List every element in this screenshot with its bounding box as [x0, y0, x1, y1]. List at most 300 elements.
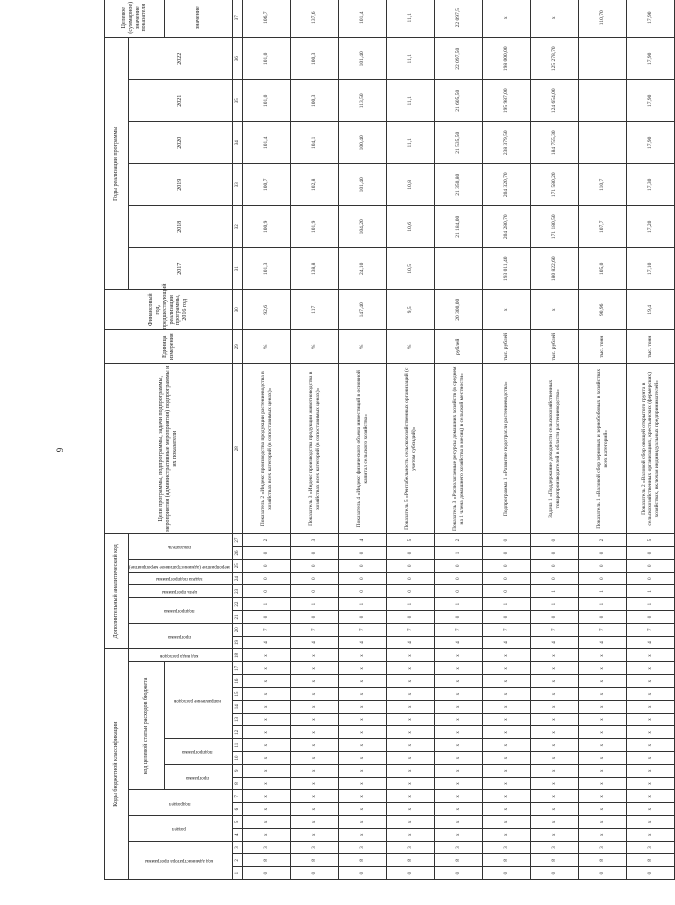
code-cell: x: [531, 790, 579, 803]
code-cell: 4: [531, 636, 579, 649]
code-cell: x: [387, 675, 435, 688]
code-cell: x: [435, 688, 483, 701]
code-cell: x: [243, 675, 291, 688]
code-cell: 0: [435, 572, 483, 585]
code-cell: x: [579, 713, 627, 726]
year-value: 171 180,50: [531, 206, 579, 248]
code-cell: x: [483, 764, 531, 777]
code-cell: x: [387, 790, 435, 803]
table-row: [435, 0, 483, 880]
code-cell: 4: [339, 534, 387, 547]
column-number: 14: [233, 700, 243, 713]
code-cell: 0: [243, 559, 291, 572]
code-cell: x: [339, 803, 387, 816]
indicator-name: Показатель 3 «Индекс производства продукции животноводства в хозяйствах всех категорий (в сопоставимых ценах)»: [291, 364, 339, 534]
code-cell: x: [627, 649, 675, 662]
code-cell: 1: [627, 598, 675, 611]
code-cell: x: [387, 803, 435, 816]
code-cell: 8: [339, 854, 387, 867]
code-cell: x: [339, 649, 387, 662]
code-cell: x: [339, 752, 387, 765]
code-cell: x: [627, 662, 675, 675]
code-cell: x: [531, 828, 579, 841]
code-cell: 4: [627, 636, 675, 649]
table-row: [243, 0, 291, 880]
code-cell: x: [243, 649, 291, 662]
year-value: 17,90: [627, 122, 675, 164]
code-cell: 2: [435, 534, 483, 547]
base-year-value: x: [531, 290, 579, 330]
column-number: 20: [233, 623, 243, 636]
code-cell: x: [339, 713, 387, 726]
code-cell: x: [483, 675, 531, 688]
column-number: 37: [233, 0, 243, 38]
code-cell: x: [387, 752, 435, 765]
code-cell: 8: [483, 854, 531, 867]
header-task: задача подпрограммы: [129, 572, 233, 585]
code-cell: 3: [243, 841, 291, 854]
column-number: 19: [233, 636, 243, 649]
year-value: 21 184,00: [435, 206, 483, 248]
code-cell: x: [435, 790, 483, 803]
code-cell: 0: [339, 559, 387, 572]
code-cell: x: [483, 752, 531, 765]
column-number: 24: [233, 572, 243, 585]
code-cell: 7: [339, 623, 387, 636]
year-value: 24,10: [339, 248, 387, 290]
code-cell: x: [339, 700, 387, 713]
code-cell: 0: [627, 559, 675, 572]
code-cell: 8: [291, 854, 339, 867]
code-cell: x: [387, 764, 435, 777]
year-value: 195 987,00: [483, 80, 531, 122]
indicator-name: Показатель 3 «Располагаемые ресурсы домашних хозяйств (в среднем на 1 члена домашнего хозяйства в месяц) в сельской местности»: [435, 364, 483, 534]
page-number: 9: [55, 447, 65, 453]
year-value: 17,90: [627, 80, 675, 122]
code-cell: x: [531, 816, 579, 829]
year-value: 11,1: [387, 122, 435, 164]
base-year-value: 147,40: [339, 290, 387, 330]
header-program-a: программа: [129, 623, 233, 649]
code-cell: 0: [483, 867, 531, 880]
code-cell: x: [435, 803, 483, 816]
code-cell: 3: [291, 534, 339, 547]
code-cell: x: [579, 739, 627, 752]
code-cell: x: [435, 649, 483, 662]
code-cell: 1: [579, 585, 627, 598]
code-cell: 0: [387, 585, 435, 598]
code-cell: 4: [243, 636, 291, 649]
code-cell: 0: [435, 585, 483, 598]
code-cell: x: [435, 675, 483, 688]
code-cell: 0: [483, 559, 531, 572]
code-cell: x: [243, 688, 291, 701]
code-cell: x: [627, 713, 675, 726]
header-kcsr-program: программа: [165, 764, 233, 790]
code-cell: x: [531, 764, 579, 777]
code-cell: x: [387, 713, 435, 726]
code-cell: x: [627, 764, 675, 777]
code-cell: 0: [291, 559, 339, 572]
column-number: 15: [233, 688, 243, 701]
code-cell: x: [291, 726, 339, 739]
column-number: 13: [233, 713, 243, 726]
year-value: [579, 122, 627, 164]
code-cell: x: [579, 752, 627, 765]
code-cell: 4: [387, 636, 435, 649]
header-unit: Единица измерения: [105, 330, 233, 364]
code-cell: x: [435, 828, 483, 841]
code-cell: 0: [387, 572, 435, 585]
column-number: 11: [233, 739, 243, 752]
final-value: 106,7: [243, 0, 291, 38]
column-number: 4: [233, 828, 243, 841]
code-cell: x: [579, 790, 627, 803]
code-cell: x: [291, 713, 339, 726]
base-year-value: 92,6: [243, 290, 291, 330]
header-year-2022: 2022: [129, 38, 233, 80]
code-cell: x: [483, 662, 531, 675]
code-cell: 0: [531, 559, 579, 572]
code-cell: x: [579, 700, 627, 713]
code-cell: x: [291, 803, 339, 816]
code-cell: x: [339, 777, 387, 790]
code-cell: x: [435, 816, 483, 829]
code-cell: x: [483, 700, 531, 713]
code-cell: x: [531, 739, 579, 752]
final-value: 101,4: [339, 0, 387, 38]
code-cell: 8: [531, 854, 579, 867]
code-cell: x: [339, 662, 387, 675]
year-value: 110,7: [579, 164, 627, 206]
year-value: 17,10: [627, 248, 675, 290]
code-cell: x: [339, 790, 387, 803]
table-row: [579, 0, 627, 880]
code-cell: 1: [339, 598, 387, 611]
code-cell: 0: [387, 559, 435, 572]
unit-cell: %: [339, 330, 387, 364]
year-value: 10,8: [387, 164, 435, 206]
code-cell: x: [483, 713, 531, 726]
code-cell: 0: [483, 572, 531, 585]
table-row: [339, 0, 387, 880]
table-row: [483, 0, 531, 880]
unit-cell: %: [387, 330, 435, 364]
code-cell: 5: [387, 534, 435, 547]
code-cell: x: [531, 700, 579, 713]
year-value: 22 097,50: [435, 38, 483, 80]
code-cell: 8: [435, 854, 483, 867]
header-year-2017: 2017: [129, 248, 233, 290]
column-number: 30: [233, 290, 243, 330]
column-number: 8: [233, 777, 243, 790]
column-number: 23: [233, 585, 243, 598]
code-cell: 3: [435, 841, 483, 854]
header-admin-code: код администратора программы: [129, 841, 233, 879]
column-number: 21: [233, 611, 243, 624]
column-number: 22: [233, 598, 243, 611]
code-cell: 7: [483, 623, 531, 636]
year-value: 100,7: [243, 164, 291, 206]
year-value: 17,30: [627, 164, 675, 206]
code-cell: x: [243, 739, 291, 752]
code-cell: x: [243, 662, 291, 675]
code-cell: x: [627, 688, 675, 701]
indicator-name: Показатель 4 «Индекс физического объема инвестиций в основной капитал сельского хозяйства»: [339, 364, 387, 534]
indicator-name: Подпрограмма 1 «Развитие подотрасли растениеводства»: [483, 364, 531, 534]
year-value: 100,9: [243, 206, 291, 248]
table-row: [387, 0, 435, 880]
code-cell: x: [579, 688, 627, 701]
code-cell: 0: [483, 611, 531, 624]
year-value: 125 278,70: [531, 38, 579, 80]
code-cell: x: [291, 700, 339, 713]
code-cell: x: [387, 649, 435, 662]
code-cell: x: [531, 662, 579, 675]
code-cell: 0: [339, 611, 387, 624]
year-value: 198 000,00: [483, 38, 531, 80]
code-cell: x: [291, 777, 339, 790]
rotated-table-wrapper: [104, 1, 660, 880]
code-cell: x: [387, 739, 435, 752]
year-value: 21 535,50: [435, 122, 483, 164]
code-cell: 0: [531, 547, 579, 560]
column-number: 34: [233, 122, 243, 164]
year-value: 184 755,30: [531, 122, 579, 164]
header-kcsr: код целевой статьи расходов бюджета: [129, 662, 165, 790]
header-final-sub: значение: [165, 0, 233, 38]
code-cell: x: [531, 726, 579, 739]
unit-cell: тыс. тонн: [579, 330, 627, 364]
code-cell: x: [291, 828, 339, 841]
code-cell: x: [627, 803, 675, 816]
column-number: 32: [233, 206, 243, 248]
code-cell: x: [627, 777, 675, 790]
code-cell: 0: [243, 867, 291, 880]
header-additional-code: Дополнительный аналитический код: [105, 534, 129, 649]
code-cell: x: [627, 700, 675, 713]
header-year-2018: 2018: [129, 206, 233, 248]
header-year-2019: 2019: [129, 164, 233, 206]
code-cell: x: [531, 675, 579, 688]
code-cell: x: [627, 816, 675, 829]
code-cell: 0: [243, 547, 291, 560]
unit-cell: тыс. тонн: [627, 330, 675, 364]
table-row: [291, 0, 339, 880]
code-cell: x: [579, 816, 627, 829]
code-cell: x: [435, 752, 483, 765]
code-cell: x: [339, 675, 387, 688]
code-cell: x: [243, 752, 291, 765]
code-cell: x: [483, 803, 531, 816]
base-year-value: x: [483, 290, 531, 330]
unit-cell: %: [243, 330, 291, 364]
code-cell: x: [531, 752, 579, 765]
header-final-value: Целевое (суммарное) значение показателя: [105, 0, 165, 38]
code-cell: x: [435, 777, 483, 790]
year-value: 107,7: [579, 206, 627, 248]
year-value: 100,3: [291, 80, 339, 122]
code-cell: 4: [579, 636, 627, 649]
header-razdel: раздел: [129, 816, 233, 842]
code-cell: x: [387, 816, 435, 829]
year-value: 138,8: [291, 248, 339, 290]
unit-cell: рублей: [435, 330, 483, 364]
final-value: x: [531, 0, 579, 38]
code-cell: x: [243, 700, 291, 713]
code-cell: x: [339, 828, 387, 841]
column-number: 16: [233, 675, 243, 688]
column-number: 27: [233, 534, 243, 547]
code-cell: 8: [579, 854, 627, 867]
code-cell: 0: [387, 867, 435, 880]
code-cell: x: [387, 700, 435, 713]
code-cell: 1: [579, 598, 627, 611]
column-number: 9: [233, 764, 243, 777]
code-cell: x: [387, 688, 435, 701]
code-cell: 1: [243, 598, 291, 611]
code-cell: 0: [627, 611, 675, 624]
code-cell: x: [243, 828, 291, 841]
code-cell: 0: [387, 611, 435, 624]
code-cell: x: [483, 816, 531, 829]
code-cell: 7: [627, 623, 675, 636]
code-cell: x: [579, 803, 627, 816]
code-cell: 2: [579, 534, 627, 547]
code-cell: x: [243, 803, 291, 816]
code-cell: x: [579, 777, 627, 790]
year-value: 101,40: [339, 164, 387, 206]
base-year-value: 90,96: [579, 290, 627, 330]
indicator-name: Показатель 1 «Валовой сбор зерновых и зернобобовых в хозяйствах всех категорий»: [579, 364, 627, 534]
code-cell: 1: [627, 585, 675, 598]
final-value: 110,70: [579, 0, 627, 38]
code-cell: x: [627, 752, 675, 765]
header-indicator: показатель: [129, 534, 233, 560]
code-cell: 4: [435, 636, 483, 649]
code-cell: 4: [483, 636, 531, 649]
code-cell: 3: [531, 841, 579, 854]
column-number: 12: [233, 726, 243, 739]
code-cell: 1: [435, 547, 483, 560]
code-cell: x: [435, 739, 483, 752]
column-number: 2: [233, 854, 243, 867]
code-cell: 0: [627, 867, 675, 880]
code-cell: 8: [627, 854, 675, 867]
code-cell: 3: [339, 841, 387, 854]
year-value: [579, 38, 627, 80]
year-value: 104,20: [339, 206, 387, 248]
header-podrazdel: подраздел: [129, 790, 233, 816]
column-number: 26: [233, 547, 243, 560]
year-value: 100,3: [291, 38, 339, 80]
code-cell: 0: [579, 547, 627, 560]
code-cell: 0: [339, 585, 387, 598]
base-year-value: 9,5: [387, 290, 435, 330]
code-cell: 0: [435, 611, 483, 624]
column-number: 1: [233, 867, 243, 880]
code-cell: x: [435, 700, 483, 713]
final-value: 22 097,5: [435, 0, 483, 38]
code-cell: x: [387, 662, 435, 675]
final-value: x: [483, 0, 531, 38]
code-cell: 0: [531, 534, 579, 547]
code-cell: x: [483, 649, 531, 662]
code-cell: x: [435, 726, 483, 739]
code-cell: x: [483, 726, 531, 739]
code-cell: 7: [291, 623, 339, 636]
code-cell: 1: [291, 598, 339, 611]
code-cell: x: [243, 726, 291, 739]
code-cell: x: [579, 764, 627, 777]
code-cell: 0: [579, 572, 627, 585]
code-cell: 7: [387, 623, 435, 636]
final-value: 17,90: [627, 0, 675, 38]
year-value: 10,6: [387, 206, 435, 248]
code-cell: x: [531, 649, 579, 662]
code-cell: x: [531, 777, 579, 790]
base-year-value: 117: [291, 290, 339, 330]
header-event: мероприятие (административное мероприятие): [129, 559, 233, 572]
code-cell: 1: [387, 598, 435, 611]
code-cell: x: [387, 777, 435, 790]
year-value: 193 011,40: [483, 248, 531, 290]
year-value: 124 654,00: [531, 80, 579, 122]
year-value: 11,1: [387, 80, 435, 122]
column-number-row: [233, 0, 243, 880]
column-number: 25: [233, 559, 243, 572]
year-value: 171 580,20: [531, 164, 579, 206]
final-value: 11,1: [387, 0, 435, 38]
year-value: 10,5: [387, 248, 435, 290]
code-cell: x: [339, 726, 387, 739]
code-cell: x: [291, 739, 339, 752]
column-number: 35: [233, 80, 243, 122]
code-cell: x: [627, 739, 675, 752]
header-year-2020: 2020: [129, 122, 233, 164]
code-cell: x: [483, 777, 531, 790]
column-number: 17: [233, 662, 243, 675]
code-cell: x: [291, 688, 339, 701]
code-cell: x: [579, 662, 627, 675]
code-cell: x: [627, 790, 675, 803]
year-value: 238 379,50: [483, 122, 531, 164]
code-cell: 0: [387, 547, 435, 560]
year-value: 104,1: [291, 122, 339, 164]
code-cell: 0: [243, 572, 291, 585]
code-cell: 0: [291, 867, 339, 880]
code-cell: x: [483, 688, 531, 701]
code-cell: x: [627, 675, 675, 688]
code-cell: 8: [387, 854, 435, 867]
indicator-name: Показатель 2 «Валовой сбор овощей открытого грунта в сельскохозяйственных организациях, крестьянских (фермерских) хозяйствах, включая индивидуальных предпринимателей»: [627, 364, 675, 534]
code-cell: 8: [243, 854, 291, 867]
column-number: 6: [233, 803, 243, 816]
code-cell: 0: [531, 572, 579, 585]
code-cell: x: [291, 816, 339, 829]
code-cell: 3: [579, 841, 627, 854]
final-value: 137,6: [291, 0, 339, 38]
code-cell: x: [627, 726, 675, 739]
code-cell: x: [531, 713, 579, 726]
indicator-name: Показатель 2 «Индекс производства продукции растениеводства в хозяйствах всех категорий (в сопоставимых ценах)»: [243, 364, 291, 534]
year-value: 21 605,50: [435, 80, 483, 122]
code-cell: x: [243, 777, 291, 790]
code-cell: 4: [339, 636, 387, 649]
column-number: 33: [233, 164, 243, 206]
header-subprogram-a: подпрограмма: [129, 598, 233, 624]
code-cell: 0: [339, 547, 387, 560]
